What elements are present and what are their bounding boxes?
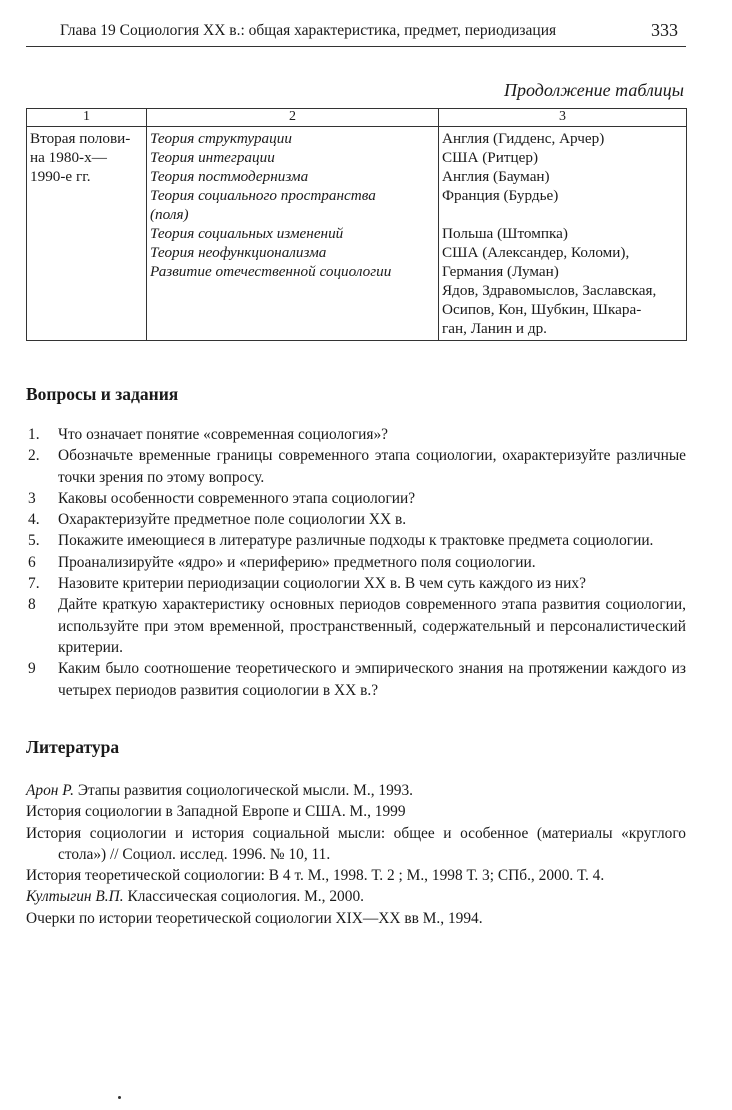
theory-line: (поля) xyxy=(150,206,189,223)
running-title: Глава 19 Социология XX в.: общая характеристика, предмет, периодизация xyxy=(60,22,557,39)
reference-text: История социологии в Западной Европе и США. М., 1999 xyxy=(26,803,406,821)
author-line: Англия (Гидденс, Арчер) xyxy=(442,130,605,147)
question-text: Каким было соотношение теоретического и эмпирического знания на протяжении каждого из четырех периодов развития социологии в XX в.? xyxy=(58,660,686,699)
author-line: Ядов, Здравомыслов, Заславская, xyxy=(442,282,657,299)
reference-text: История теоретической социологии: В 4 т. М., 1998. Т. 2 ; М., 1998 Т. 3; СПб., 2000. Т. 4. xyxy=(26,867,605,885)
list-item xyxy=(26,488,686,509)
question-text: Охарактеризуйте предметное поле социологии XX в. xyxy=(58,511,407,529)
reference-author: Култыгин В.П. xyxy=(26,888,124,906)
periods-table xyxy=(26,108,687,341)
theory-line: Теория социального пространства xyxy=(150,187,376,204)
author-line: Осипов, Кон, Шубкин, Шкара- xyxy=(442,301,642,318)
reference-text: Очерки по истории теоретической социологии XIX—XX вв М., 1994. xyxy=(26,909,483,927)
list-item xyxy=(26,573,686,594)
question-number: 9 xyxy=(28,660,36,678)
reference-author: Арон Р. xyxy=(26,782,74,799)
period-line: 1990-е гг. xyxy=(30,168,91,185)
question-text: Дайте краткую характеристику основных периодов современного этапа развития социологии, используйте при этом временной, пространственный, содержательный и персоналистический критерии. xyxy=(58,596,686,656)
list-item xyxy=(26,530,686,551)
period-cell xyxy=(27,127,147,341)
list-item xyxy=(26,865,686,886)
question-number: 3 xyxy=(28,489,36,507)
list-item xyxy=(26,908,686,929)
reference-text: Этапы развития социологической мысли. М., 1993. xyxy=(73,782,414,799)
theory-line: Развитие отечественной социологии xyxy=(150,263,392,280)
running-header xyxy=(26,22,686,47)
table-header-row xyxy=(27,109,687,127)
questions-heading: Вопросы и задания xyxy=(26,384,179,404)
author-line: США (Александер, Коломи), xyxy=(442,244,630,261)
list-item xyxy=(26,594,686,658)
author-line: Франция (Бурдье) xyxy=(442,187,559,204)
table-continuation-label: Продолжение таблицы xyxy=(503,80,684,100)
author-line: ган, Ланин и др. xyxy=(442,320,547,337)
list-item xyxy=(26,552,686,573)
question-text: Покажите имеющиеся в литературе различные подходы к трактовке предмета социологии. xyxy=(58,532,654,550)
question-number: 5. xyxy=(28,532,40,550)
period-line: Вторая полови- xyxy=(30,130,131,147)
author-line: Англия (Бауман) xyxy=(442,168,550,185)
question-number: 2. xyxy=(28,447,40,465)
list-item xyxy=(26,801,686,822)
page-number: 333 xyxy=(651,20,678,40)
column-header-3: 3 xyxy=(439,109,687,127)
list-item xyxy=(26,780,686,801)
list-item xyxy=(26,886,686,907)
list-item xyxy=(26,445,686,488)
question-number: 1. xyxy=(28,426,40,443)
question-number: 6 xyxy=(28,553,36,571)
author-line: Польша (Штомпка) xyxy=(442,225,568,242)
authors-cell xyxy=(439,127,687,341)
list-item xyxy=(26,424,686,445)
reference-text: Классическая социология. М., 2000. xyxy=(123,888,364,906)
period-line: на 1980-х— xyxy=(30,149,107,166)
list-item xyxy=(26,509,686,530)
table-row xyxy=(27,127,687,341)
question-number: 7. xyxy=(28,575,40,593)
list-item xyxy=(26,823,686,866)
theory-line: Теория постмодернизма xyxy=(150,168,309,185)
theories-cell xyxy=(147,127,439,341)
theory-line: Теория социальных изменений xyxy=(150,225,344,242)
questions-list xyxy=(26,424,686,701)
question-number: 4. xyxy=(28,511,40,529)
theory-line: Теория неофункционализма xyxy=(150,244,327,261)
question-text: Проанализируйте «ядро» и «периферию» предметного поля социологии. xyxy=(58,553,536,571)
question-text: Назовите критерии периодизации социологии XX в. В чем суть каждого из них? xyxy=(58,575,586,593)
stray-mark xyxy=(118,1096,121,1099)
list-item xyxy=(26,658,686,701)
column-header-1: 1 xyxy=(27,109,147,127)
theory-line: Теория интеграции xyxy=(150,149,275,166)
question-number: 8 xyxy=(28,596,36,614)
author-line: США (Ритцер) xyxy=(442,149,539,166)
reference-text: История социологии и история социальной мысли: общее и особенное (материалы «круглого стола») // Социол. исслед. 1996. № 10, 11. xyxy=(26,824,686,863)
column-header-2: 2 xyxy=(147,109,439,127)
theory-line: Теория структурации xyxy=(150,130,292,147)
question-text: Каковы особенности современного этапа социологии? xyxy=(58,489,416,507)
literature-list xyxy=(26,780,686,929)
question-text: Обозначьте временные границы современного этапа социологии, охарактеризуйте различные точки зрения по этому вопросу. xyxy=(58,447,686,486)
author-line: Германия (Луман) xyxy=(442,263,559,280)
question-text: Что означает понятие «современная социология»? xyxy=(58,426,388,443)
literature-heading: Литература xyxy=(26,737,120,757)
